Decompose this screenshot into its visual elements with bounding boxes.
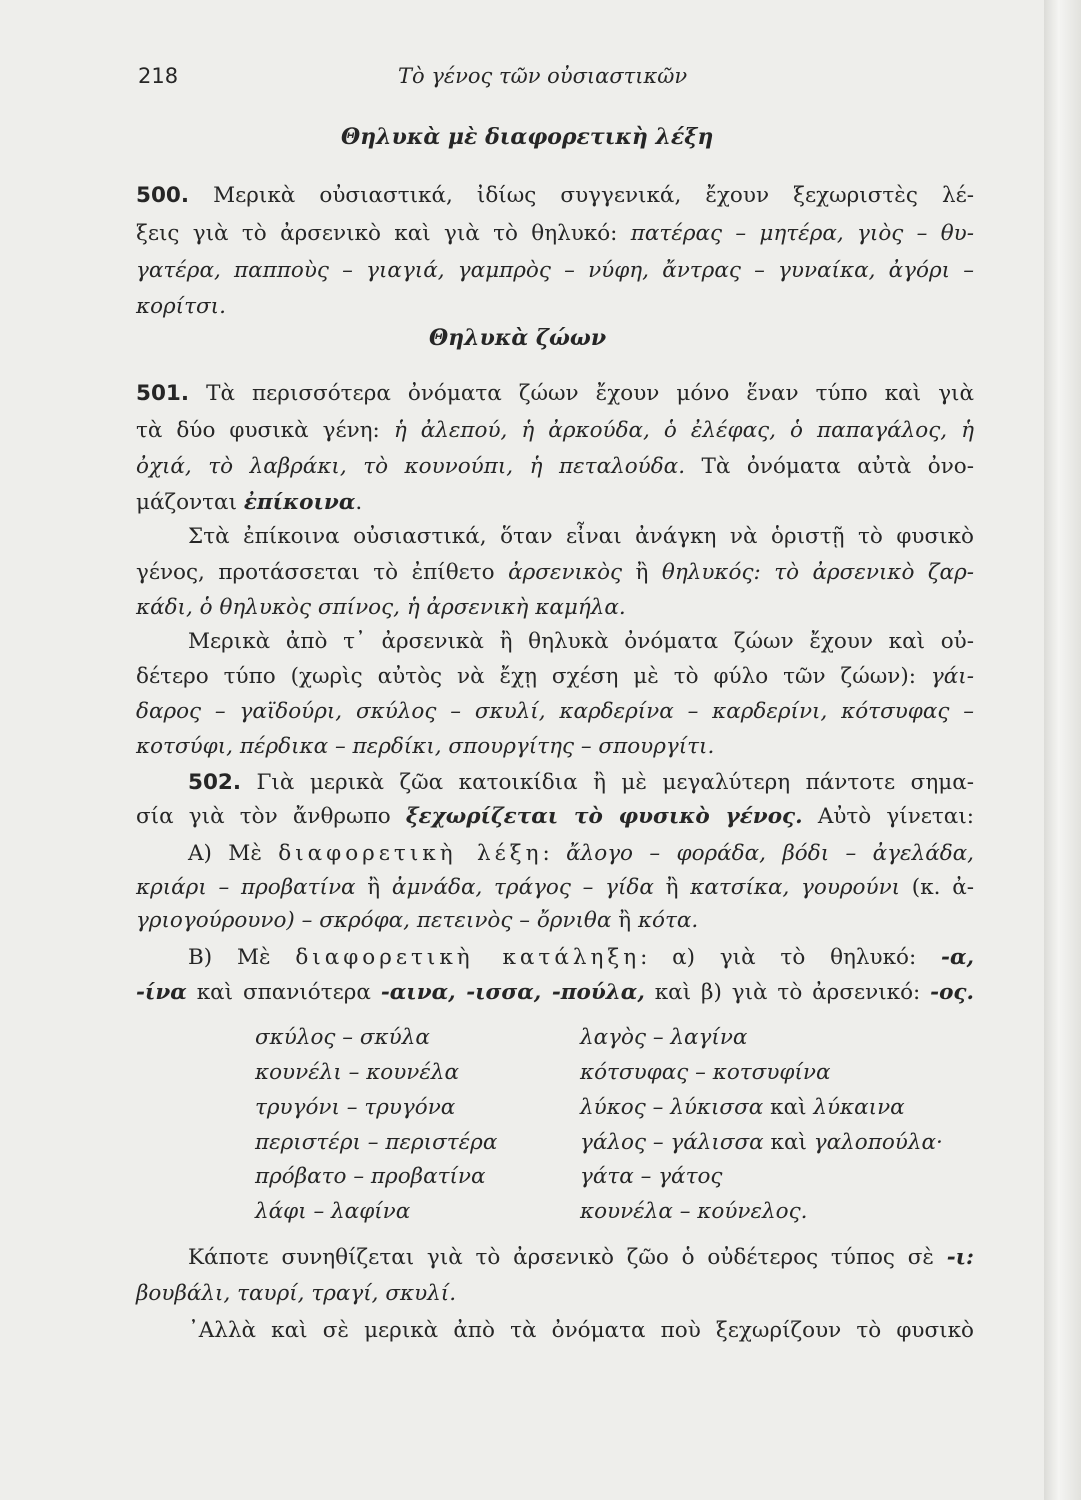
- para-501c-line-4: κοτσύφι, πέρδικα – περδίκι, σπουργίτης – σπουργίτι.: [136, 734, 715, 759]
- para-501c-line-1: Μερικὰ ἀπὸ τ᾿ ἀρσενικὰ ἢ θηλυκὰ ὀνόματα ζώων ἔχουν καὶ οὐ-: [188, 629, 974, 654]
- heading-500: Θηλυκὰ μὲ διαφορετικὴ λέξη: [341, 124, 714, 150]
- pair-right-4: γάλος – γάλισσα καὶ γαλοπούλα·: [580, 1130, 943, 1155]
- closing-line-2: βουβάλι, ταυρί, τραγί, σκυλί.: [136, 1281, 457, 1306]
- para-500-line-2: ξεις γιὰ τὸ ἀρσενικὸ καὶ γιὰ τὸ θηλυκό: πατέρας – μητέρα, γιὸς – θυ-: [136, 221, 974, 246]
- pair-left-3: τρυγόνι – τρυγόνα: [255, 1095, 456, 1120]
- para-501c-line-3: δαρος – γαϊδούρι, σκύλος – σκυλί, καρδερίνα – καρδερίνι, κότσυφας –: [136, 699, 974, 724]
- para-501-line-4: μάζονται ἐπίκοινα.: [136, 490, 363, 515]
- page-number: 218: [138, 64, 179, 88]
- para-502b-line-2: -ίνα καὶ σπανιότερα -αινα, -ισσα, -πούλα, καὶ β) γιὰ τὸ ἀρσενικό: -ος.: [136, 980, 974, 1005]
- heading-501: Θηλυκὰ ζώων: [429, 325, 607, 351]
- para-500-line-1: 500. Μερικὰ οὐσιαστικά, ἰδίως συγγενικά, ἔχουν ξεχωριστὲς λέ-: [136, 183, 974, 208]
- running-title: Τὸ γένος τῶν οὐσιαστικῶν: [398, 64, 688, 88]
- closing-line-3: ᾿Αλλὰ καὶ σὲ μερικὰ ἀπὸ τὰ ὀνόματα ποὺ ξεχωρίζουν τὸ φυσικὸ: [188, 1318, 974, 1343]
- para-502a-line-1: Α) Μὲ διαφορετικὴ λέξη: ἄλογο – φοράδα, βόδι – ἀγελάδα,: [188, 841, 975, 866]
- pair-left-1: σκύλος – σκύλα: [255, 1025, 430, 1050]
- para-502-line-1: 502. Γιὰ μερικὰ ζῶα κατοικίδια ἢ μὲ μεγαλύτερη πάντοτε σημα-: [188, 770, 974, 795]
- pair-right-3: λύκος – λύκισσα καὶ λύκαινα: [580, 1095, 905, 1120]
- para-501b-line-3: κάδι, ὁ θηλυκὸς σπίνος, ἡ ἀρσενικὴ καμήλα.: [136, 595, 626, 620]
- pair-right-5: γάτα – γάτος: [580, 1164, 723, 1189]
- pair-left-5: πρόβατο – προβατίνα: [255, 1164, 486, 1189]
- page-gutter: [1044, 0, 1081, 1500]
- para-502a-line-2: κριάρι – προβατίνα ἢ ἀμνάδα, τράγος – γίδα ἢ κατσίκα, γουρούνι (κ. ἀ-: [136, 875, 974, 900]
- closing-line-1: Κάποτε συνηθίζεται γιὰ τὸ ἀρσενικὸ ζῶο ὁ οὐδέτερος τύπος σὲ -ι:: [188, 1245, 974, 1270]
- para-501-line-1: 501. Τὰ περισσότερα ὀνόματα ζώων ἔχουν μόνο ἕναν τύπο καὶ γιὰ: [136, 381, 974, 406]
- pair-right-6: κουνέλα – κούνελος.: [580, 1199, 808, 1224]
- para-501b-line-2: γένος, προτάσσεται τὸ ἐπίθετο ἀρσενικὸς ἢ θηλυκός: τὸ ἀρσενικὸ ζαρ-: [136, 560, 974, 585]
- pair-left-2: κουνέλι – κουνέλα: [255, 1060, 460, 1085]
- para-501-line-3: ὀχιά, τὸ λαβράκι, τὸ κουνούπι, ἡ πεταλούδα. Τὰ ὀνόματα αὐτὰ ὀνο-: [136, 454, 974, 479]
- para-502b-line-1: Β) Μὲ διαφορετικὴ κατάληξη: α) γιὰ τὸ θηλυκό: -α,: [188, 945, 974, 970]
- para-501c-line-2: δέτερο τύπο (χωρὶς αὐτὸς νὰ ἔχῃ σχέση μὲ τὸ φύλο τῶν ζώων): γάι-: [136, 664, 974, 689]
- pair-left-6: λάφι – λαφίνα: [255, 1199, 411, 1224]
- para-501-line-2: τὰ δύο φυσικὰ γένη: ἡ ἀλεπού, ἡ ἀρκούδα, ὁ ἐλέφας, ὁ παπαγάλος, ἡ: [136, 418, 975, 443]
- pair-right-2: κότσυφας – κοτσυφίνα: [580, 1060, 831, 1085]
- para-500-line-4: κορίτσι.: [136, 294, 226, 319]
- para-502-line-2: σία γιὰ τὸν ἄνθρωπο ξεχωρίζεται τὸ φυσικὸ γένος. Αὐτὸ γίνεται:: [136, 804, 975, 829]
- para-502a-line-3: γριογούρουνο) – σκρόφα, πετεινὸς – ὄρνιθα ἢ κότα.: [136, 908, 699, 933]
- para-500-line-3: γατέρα, παπποὺς – γιαγιά, γαμπρὸς – νύφη, ἄντρας – γυναίκα, ἀγόρι –: [136, 258, 974, 283]
- pair-right-1: λαγὸς – λαγίνα: [580, 1025, 748, 1050]
- pair-left-4: περιστέρι – περιστέρα: [255, 1130, 498, 1155]
- para-501b-line-1: Στὰ ἐπίκοινα οὐσιαστικά, ὅταν εἶναι ἀνάγκη νὰ ὁριστῇ τὸ φυσικὸ: [188, 524, 974, 549]
